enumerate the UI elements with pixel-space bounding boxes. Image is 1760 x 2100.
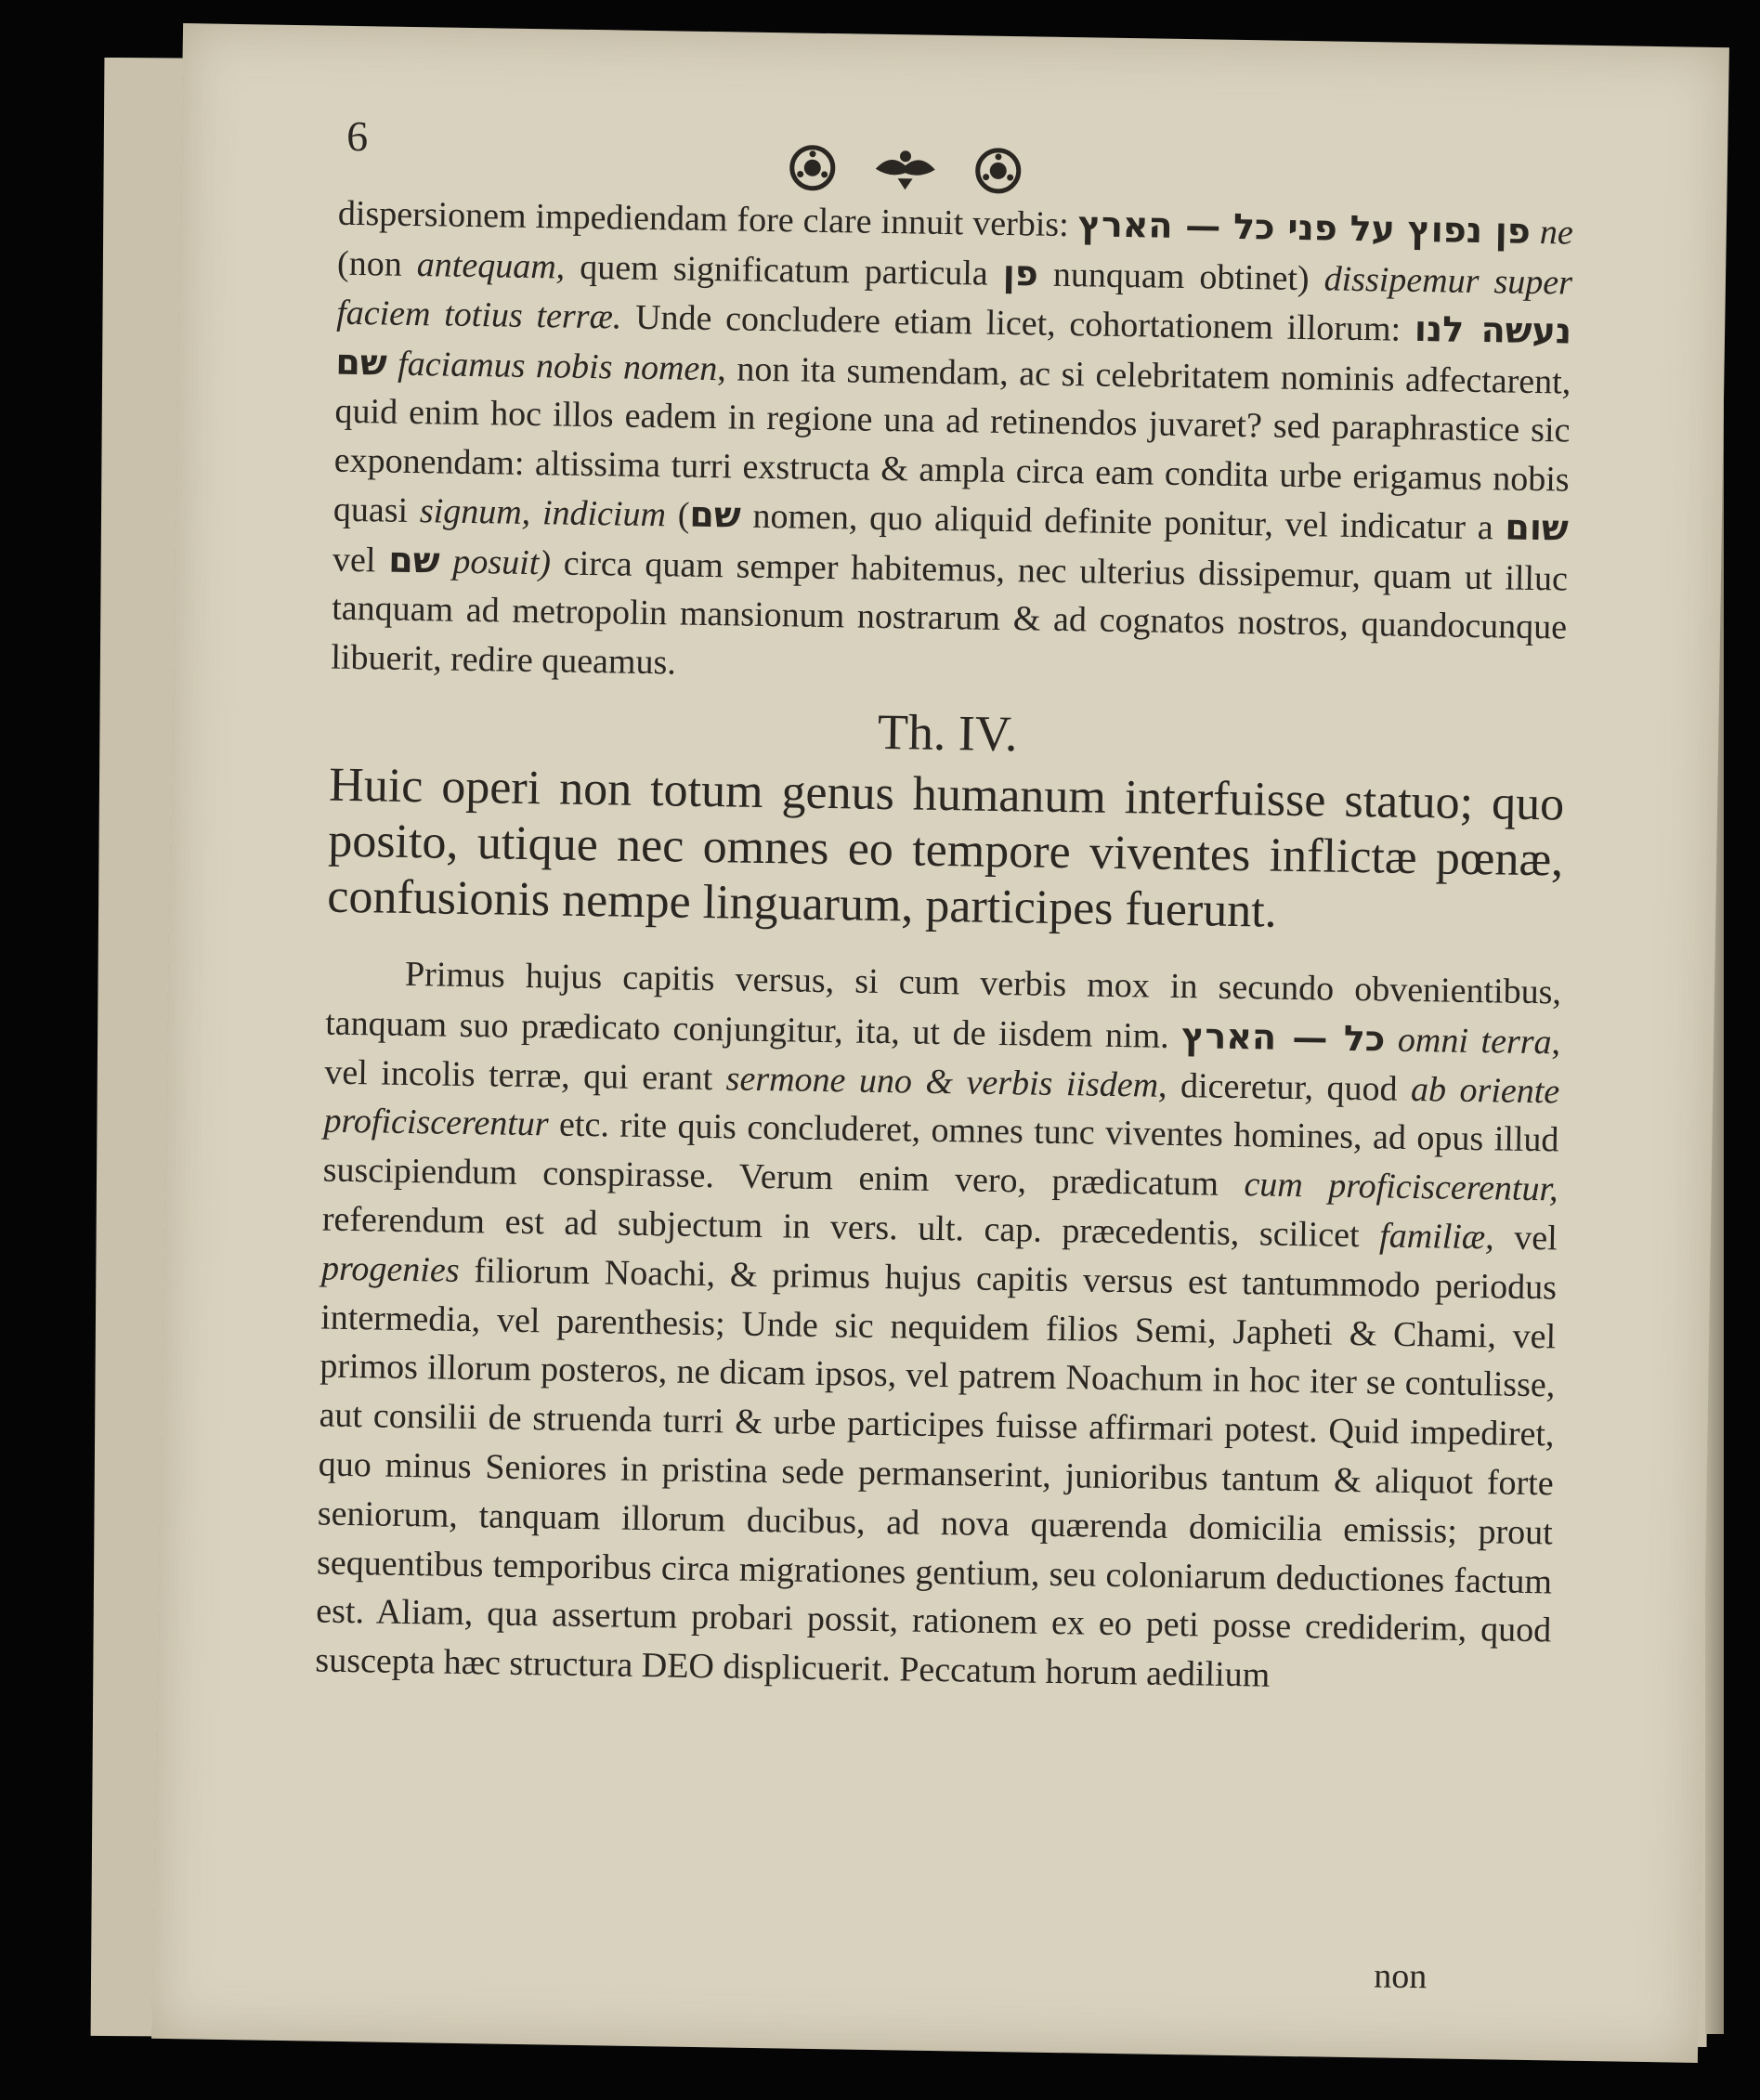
page-text [315,189,1573,1705]
fleuron-icon [875,150,935,190]
paragraph-2 [315,949,1561,1705]
text-run: vel [332,540,389,580]
italic-text: dissipemur super faciem totius terræ. [335,258,1573,337]
rosette-icon [791,147,833,189]
text-run: (non [336,243,418,284]
text-run: vel [1493,1218,1558,1259]
catchword: non [1373,1956,1428,1997]
text-run: , vel incolis terræ, qui erant [324,1023,1561,1098]
hebrew-text: שום [1505,506,1570,549]
italic-text: posuit) [452,541,552,582]
page-number: 6 [345,111,369,161]
text-run: referendum est ad subjectum in vers. ult. cap. præcedentis, scilicet [321,1199,1380,1256]
italic-text: sermone uno & verbis iisdem [725,1058,1159,1105]
hebrew-text: פן [1002,252,1039,294]
hebrew-text: שם [388,539,440,580]
text-run: dispersionem impediendam fore clare innuit verbis: [337,193,1079,245]
text-run: Unde concludere etiam licet, cohortationem illorum: [621,297,1415,349]
text-run: ( [665,495,690,535]
text-run: , diceretur, quod [1157,1065,1412,1109]
paragraph-1 [331,189,1573,701]
text-run: circa quam semper habitemus, nec ulterius dissipemur, quam ut illuc tanquam ad metropolin mansionum nostrarum & ad cognatos nostros, quandocunque libuerit, redire queamus. [331,542,1569,682]
italic-text: cum proficiscerentur, [1244,1165,1558,1209]
italic-text: progenies [320,1248,460,1290]
section-heading: Th. IV. [877,703,1018,763]
italic-text: antequam, [416,244,566,287]
text-run: filiorum Noachi, & primus hujus capitis versus est tantummodo periodus intermedia, vel parenthesis; Unde sic nequidem filios Semi, Japheti & Chami, vel primos illorum posteros, ne dicam ipsos, vel patrem Noachum in hoc iter se contulisse, aut consilii de struenda turri & urbe participes fuisse affirmari potest. Quid impediret, quo minus Seniores in pristina sede permanserint, junioribus tantum & aliquot forte seniorum, tanquam illorum ducibus, ad nova quærenda domicilia emissis; prout sequentibus temporibus circa migrationes gentium, seu coloniarum deductiones factum est. Aliam, qua assertum probari possit, rationem ex eo peti posse crediderim, quod suscepta hæc structura DEO displicuerit. Peccatum horum aedilium [315,1250,1558,1695]
hebrew-text: שם [689,493,742,536]
text-run: etc. rite quis concluderet, omnes tunc viventes homines, ad opus illud suscipiendum conspirasse. Verum enim vero, prædicatum [322,1104,1559,1205]
thesis-statement: Huic operi non totum genus humanum interfuisse statuo; quo posito, utique nec omnes eo tempore viventes inflictæ pœnæ, confusionis nempe linguarum, participes fuerunt. [326,758,1565,938]
text-run: nomen, quo aliquid definite ponitur, vel indicatur a [740,496,1506,548]
hebrew-text: כל — הארץ [1181,1014,1386,1060]
text-run: nunquam obtinet) [1037,254,1325,298]
italic-text: omni terra [1397,1020,1552,1063]
italic-text: familiæ, [1378,1216,1495,1258]
text-run: quem significatum particula [564,247,1004,293]
hebrew-text: נעשה לנו שם [335,307,1572,384]
italic-text: ab oriente proficiscerentur [323,1069,1560,1144]
italic-text: ne [1539,213,1574,253]
rosette-icon [977,150,1019,192]
italic-text: faciamus nobis nomen [397,344,718,388]
header-ornament [775,135,1036,203]
hebrew-text: פן נפוץ על פני כל — הארץ [1077,203,1532,252]
text-run: Primus hujus capitis versus, si cum verbis mox in secundo obvenientibus, tanquam suo prædicato conjungitur, ita, ut de iisdem nim. [324,954,1562,1056]
italic-text: signum, indicium [419,491,667,535]
book-page [151,23,1729,2063]
text-run: , non ita sumendam, ac si celebritatem nominis adfectarent, quid enim hoc illos eadem in regione una ad retinendos juvaret? sed paraphrastice sic exponendam: altissima turri exstructa & ampla circa eam condita urbe erigamus nobis quasi [332,348,1571,531]
